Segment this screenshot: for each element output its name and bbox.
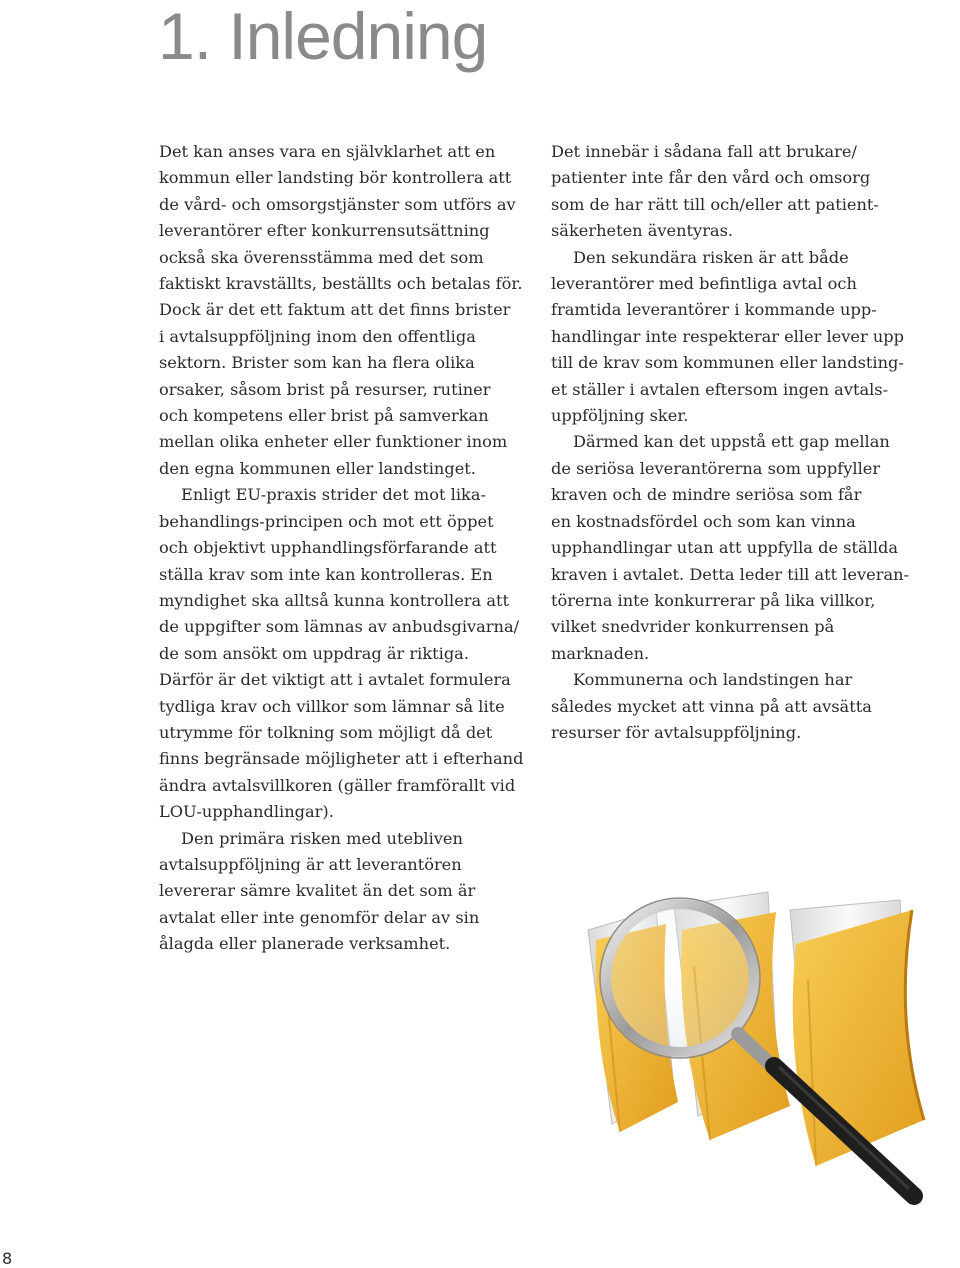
text-line: den egna kommunen eller landstinget. (159, 458, 476, 478)
text-line: till de krav som kommunen eller landsting- (551, 353, 904, 373)
folder-icon (790, 900, 924, 1166)
text-line: handlingar inte respekterar eller lever upp (551, 326, 905, 346)
text-line: kraven i avtalet. Detta leder till att leveran- (551, 564, 910, 584)
text-line: också ska överensstämma med det som (159, 247, 484, 267)
text-line: kommun eller landsting bör kontrollera att (159, 168, 512, 188)
text-line: de seriösa leverantörerna som uppfyller (551, 458, 881, 478)
text-line: leverantörer efter konkurrensutsättning (159, 221, 490, 241)
text-line: säkerheten äventyras. (551, 221, 734, 241)
text-line: Enligt EU-praxis strider det mot lika- (181, 485, 486, 505)
chapter-title: 1. Inledning (158, 0, 488, 73)
text-line: och kompetens eller brist på samverkan (159, 406, 489, 426)
text-line: de vård- och omsorgstjänster som utförs av (159, 194, 516, 214)
text-line: Det kan anses vara en självklarhet att en (159, 142, 496, 161)
text-line: Det innebär i sådana fall att brukare/ (551, 142, 857, 161)
text-line: avtalat eller inte genomför delar av sin (159, 907, 480, 927)
text-line: patienter inte får den vård och omsorg (551, 168, 871, 188)
text-line: de uppgifter som lämnas av anbudsgivarna/ (159, 617, 520, 637)
text-line: levererar sämre kvalitet än det som är (159, 881, 476, 901)
text-line: ändra avtalsvillkoren (gäller framförallt vid (159, 775, 516, 795)
text-line: således mycket att vinna på att avsätta (551, 696, 872, 716)
text-line: faktiskt kravställts, beställts och betalas för. (159, 274, 523, 294)
text-line: och objektivt upphandlingsförfarande att (159, 538, 497, 558)
text-line: Därför är det viktigt att i avtalet formulera (159, 670, 511, 690)
text-line: utrymme för tolkning som möjligt då det (159, 722, 493, 742)
text-line: behandlings-principen och mot ett öppet (159, 511, 494, 531)
text-line: Den primära risken med utebliven (181, 828, 463, 848)
text-line: en kostnadsfördel och som kan vinna (551, 511, 856, 531)
left-text-column (159, 139, 531, 958)
text-line: avtalsuppföljning är att leverantören (159, 854, 462, 874)
text-line: ålagda eller planerade verksamhet. (159, 934, 451, 954)
text-line: Dock är det ett faktum att det finns brister (159, 300, 511, 320)
page-number: 8 (2, 1249, 13, 1268)
text-line: resurser för avtalsuppföljning. (551, 722, 802, 742)
text-line: finns begränsade möjligheter att i efterhand (159, 749, 524, 769)
folders-magnifying-glass-icon (578, 870, 960, 1210)
text-line: marknaden. (551, 643, 650, 663)
text-line: myndighet ska alltså kunna kontrollera att (159, 590, 509, 610)
text-line: kraven och de mindre seriösa som får (551, 485, 862, 505)
right-text-column (551, 139, 923, 746)
text-line: mellan olika enheter eller funktioner inom (159, 432, 508, 452)
text-line: framtida leverantörer i kommande upp- (551, 300, 877, 320)
text-line: Kommunerna och landstingen har (573, 670, 853, 690)
text-line: tydliga krav och villkor som lämnar så lite (159, 696, 505, 716)
text-line: törerna inte konkurrerar på lika villkor, (551, 590, 876, 610)
text-line: Den sekundära risken är att både (573, 247, 849, 267)
text-line: som de har rätt till och/eller att patient- (551, 194, 879, 214)
text-line: Därmed kan det uppstå ett gap mellan (573, 432, 890, 452)
text-line: vilket snedvrider konkurrensen på (551, 617, 835, 637)
text-line: de som ansökt om uppdrag är riktiga. (159, 643, 469, 663)
text-line: LOU-upphandlingar). (159, 802, 334, 822)
text-line: sektorn. Brister som kan ha flera olika (159, 353, 475, 373)
text-line: et ställer i avtalen eftersom ingen avtals- (551, 379, 889, 399)
text-line: ställa krav som inte kan kontrolleras. En (159, 564, 493, 584)
text-line: uppföljning sker. (551, 406, 689, 426)
text-line: leverantörer med befintliga avtal och (551, 274, 857, 294)
text-line: i avtalsuppföljning inom den offentliga (159, 326, 476, 346)
text-line: upphandlingar utan att uppfylla de ställda (551, 538, 899, 558)
text-line: orsaker, såsom brist på resurser, rutiner (159, 379, 491, 399)
